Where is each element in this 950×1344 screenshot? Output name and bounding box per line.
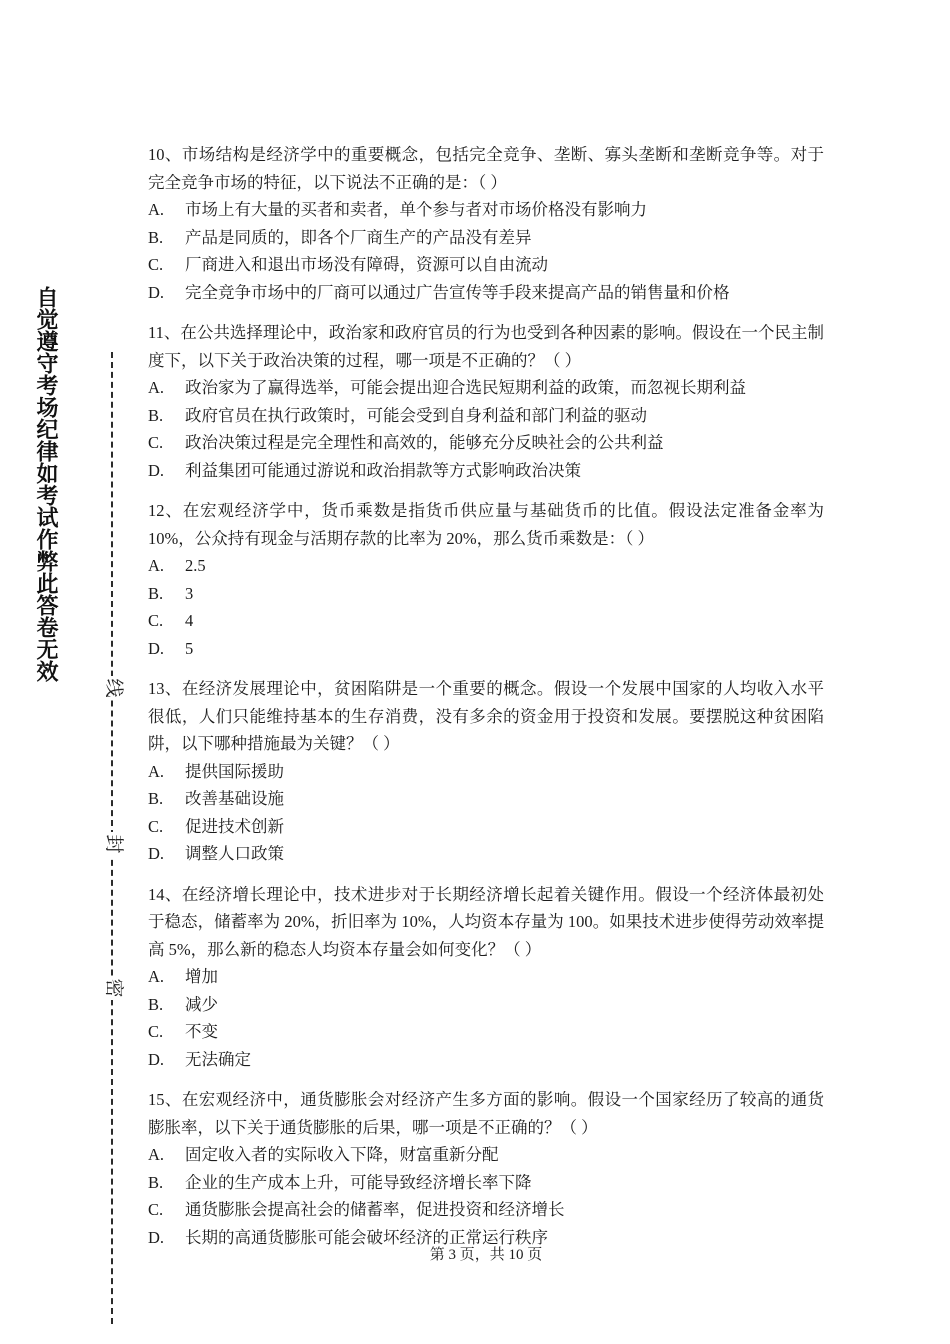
question-option [148, 963, 824, 991]
question-option [148, 840, 824, 868]
option-letter: C. [148, 611, 164, 630]
option-letter: D. [148, 1049, 165, 1069]
option-text: 调整人口政策 [185, 844, 284, 863]
option-text: 减少 [185, 994, 218, 1014]
question-option [148, 1018, 824, 1046]
option-letter: D. [148, 844, 165, 863]
question-block [148, 497, 824, 662]
question-stem: 11、在公共选择理论中，政治家和政府官员的行为也受到各种因素的影响。假设在一个民主制度下，以下关于政治决策的过程，哪一项是不正确的？（ ） [148, 323, 824, 370]
option-text: 改善基础设施 [185, 789, 284, 808]
question-option [148, 552, 824, 580]
option-letter: C. [148, 1200, 164, 1219]
question-options [148, 552, 824, 662]
option-letter: B. [148, 583, 164, 603]
question-option [148, 758, 824, 786]
option-text: 固定收入者的实际收入下降，财富重新分配 [185, 1145, 499, 1164]
question-block [148, 319, 824, 484]
option-text: 长期的高通货膨胀可能会破坏经济的正常运行秩序 [185, 1227, 548, 1247]
option-letter: A. [148, 761, 165, 781]
option-letter: D. [148, 282, 165, 302]
question-stem: 10、市场结构是经济学中的重要概念，包括完全竞争、垄断、寡头垄断和垄断竞争等。对于完全竞争市场的特征，以下说法不正确的是：（ ） [148, 145, 824, 192]
option-text: 厂商进入和退出市场没有障碍，资源可以自由流动 [185, 255, 548, 274]
option-text: 通货膨胀会提高社会的储蓄率，促进投资和经济增长 [185, 1200, 565, 1219]
option-text: 政府官员在执行政策时，可能会受到自身利益和部门利益的驱动 [185, 405, 647, 425]
question-option [148, 374, 824, 402]
question-option [148, 402, 824, 430]
option-text: 完全竞争市场中的厂商可以通过广告宣传等手段来提高产品的销售量和价格 [185, 282, 730, 302]
question-option [148, 1046, 824, 1074]
option-text: 5 [185, 638, 194, 658]
question-option [148, 635, 824, 663]
question-block [148, 141, 824, 306]
option-letter: C. [148, 255, 164, 274]
option-letter: A. [148, 556, 165, 575]
question-stem: 15、在宏观经济中，通货膨胀会对经济产生多方面的影响。假设一个国家经历了较高的通货膨胀率，以下关于通货膨胀的后果，哪一项是不正确的？（ ） [148, 1090, 824, 1137]
question-stem: 14、在经济增长理论中，技术进步对于长期经济增长起着关键作用。假设一个经济体最初处于稳态，储蓄率为 20%，折旧率为 10%，人均资本存量为 100。如果技术进步使得劳动效率提高 5%，那么新的稳态人均资本存量会如何变化？（ ） [148, 884, 824, 959]
question-options [148, 963, 824, 1073]
question-option [148, 1196, 824, 1224]
option-text: 企业的生产成本上升，可能导致经济增长率下降 [185, 1172, 532, 1192]
question-option [148, 1169, 824, 1197]
question-block [148, 675, 824, 868]
option-letter: A. [148, 200, 165, 219]
option-text: 4 [185, 611, 194, 630]
question-options [148, 374, 824, 484]
option-text: 政治家为了赢得选举，可能会提出迎合选民短期利益的政策，而忽视长期利益 [185, 378, 746, 397]
option-text: 增加 [185, 967, 218, 986]
option-letter: A. [148, 967, 165, 986]
question-options [148, 758, 824, 868]
question-block [148, 1086, 824, 1251]
question-option [148, 813, 824, 841]
question-option [148, 224, 824, 252]
option-letter: D. [148, 460, 165, 480]
question-stem: 12、在宏观经济学中，货币乘数是指货币供应量与基础货币的比值。假设法定准备金率为 10%，公众持有现金与活期存款的比率为 20%，那么货币乘数是：（ ） [148, 501, 824, 548]
option-text: 不变 [185, 1022, 218, 1041]
seal-char-feng: 封 [99, 832, 127, 856]
question-option [148, 1141, 824, 1169]
question-options [148, 1141, 824, 1251]
option-letter: B. [148, 994, 164, 1014]
option-text: 2.5 [185, 556, 206, 575]
question-option [148, 580, 824, 608]
option-text: 市场上有大量的买者和卖者，单个参与者对市场价格没有影响力 [185, 200, 647, 219]
option-text: 3 [185, 583, 194, 603]
question-block [148, 881, 824, 1074]
question-option [148, 607, 824, 635]
question-options [148, 196, 824, 306]
question-option [148, 991, 824, 1019]
question-option [148, 251, 824, 279]
seal-dashed-line [103, 352, 124, 1324]
option-letter: B. [148, 405, 164, 425]
option-text: 产品是同质的，即各个厂商生产的产品没有差异 [185, 227, 532, 247]
question-stem: 13、在经济发展理论中，贫困陷阱是一个重要的概念。假设一个发展中国家的人均收入水平很低，人们只能维持基本的生存消费，没有多余的资金用于投资和发展。要摆脱这种贫困陷阱，以下哪种措施最为关键？（ ） [148, 679, 824, 753]
question-option [148, 429, 824, 457]
questions-area [148, 141, 824, 1264]
option-letter: B. [148, 789, 164, 808]
seal-char-mi: 密 [99, 976, 127, 1000]
option-text: 提供国际援助 [185, 761, 284, 781]
option-text: 无法确定 [185, 1049, 251, 1069]
page-footer [148, 1243, 824, 1264]
option-letter: D. [148, 638, 165, 658]
page-number-text: 第 3 页，共 10 页 [429, 1247, 543, 1263]
question-option [148, 457, 824, 485]
question-option [148, 785, 824, 813]
option-letter: C. [148, 433, 164, 452]
option-letter: A. [148, 378, 165, 397]
option-text: 促进技术创新 [185, 816, 284, 836]
option-letter: C. [148, 816, 164, 836]
option-letter: A. [148, 1145, 165, 1164]
option-letter: B. [148, 227, 164, 247]
exam-discipline-notice: 自觉遵守考场纪律如考试作弊此答卷无效 [34, 286, 59, 682]
seal-char-xian: 线 [99, 676, 127, 700]
option-letter: D. [148, 1227, 165, 1247]
option-text: 政治决策过程是完全理性和高效的，能够充分反映社会的公共利益 [185, 433, 664, 452]
question-option [148, 279, 824, 307]
option-letter: B. [148, 1172, 164, 1192]
option-letter: C. [148, 1022, 164, 1041]
question-option [148, 196, 824, 224]
option-text: 利益集团可能通过游说和政治捐款等方式影响政治决策 [185, 460, 581, 480]
